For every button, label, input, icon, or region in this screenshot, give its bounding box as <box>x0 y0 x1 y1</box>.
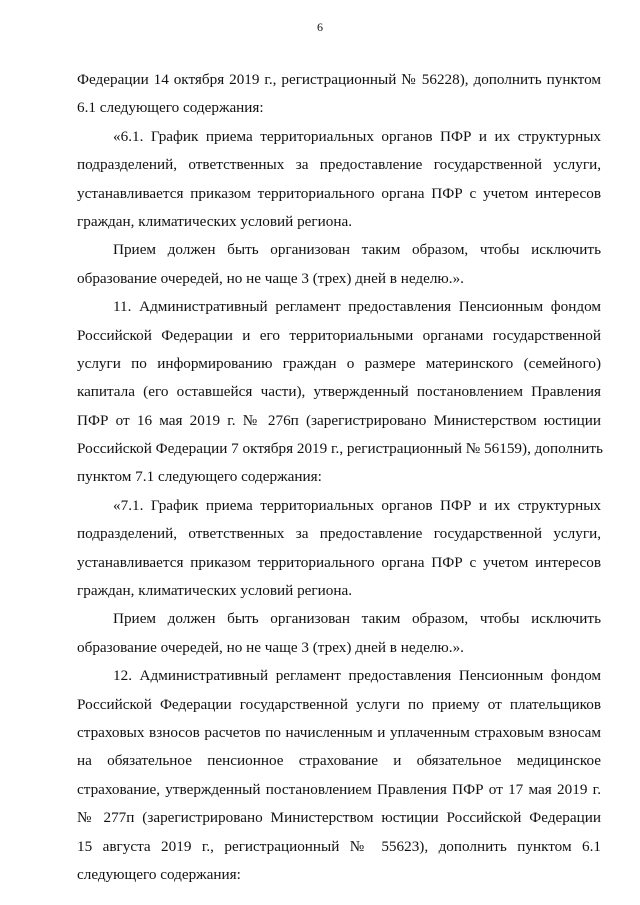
text-line: Российской Федерации государственной услуги по приему от плательщиков <box>77 695 601 713</box>
text-line: на обязательное пенсионное страхование и обязательное медицинское <box>77 752 601 770</box>
text-line: подразделений, ответственных за предоставление государственной услуги, <box>77 156 601 174</box>
text-line: 6.1 следующего содержания: <box>77 99 264 117</box>
text-line: № 277п (зарегистрировано Министерством юстиции Российской Федерации <box>77 809 601 827</box>
text-line: капитала (его оставшейся части), утвержденный постановлением Правления <box>77 383 601 401</box>
text-line: ПФР от 16 мая 2019 г. № 276п (зарегистрировано Министерством юстиции <box>77 411 601 429</box>
text-line: страховых взносов расчетов по начисленным и уплаченным страховым взносам <box>77 723 601 741</box>
page-number: 6 <box>317 20 323 34</box>
document-body <box>77 66 601 889</box>
text-line: Прием должен быть организован таким образом, чтобы исключить <box>113 241 601 259</box>
text-line: пунктом 7.1 следующего содержания: <box>77 468 322 486</box>
text-line: «6.1. График приема территориальных органов ПФР и их структурных <box>113 127 601 145</box>
text-line: Прием должен быть организован таким образом, чтобы исключить <box>113 610 601 628</box>
text-line: Федерации 14 октября 2019 г., регистрационный № 56228), дополнить пунктом <box>77 71 601 88</box>
text-line: устанавливается приказом территориального органа ПФР с учетом интересов <box>77 553 601 571</box>
text-line: 11. Административный регламент предоставления Пенсионным фондом <box>113 298 601 316</box>
text-line: Российской Федерации и его территориальными органами государственной <box>77 326 601 344</box>
text-line: граждан, климатических условий региона. <box>77 212 353 230</box>
text-line: образование очередей, но не чаще 3 (трех) дней в неделю.». <box>77 638 464 656</box>
text-line: услуги по информированию граждан о размере материнского (семейного) <box>77 354 601 372</box>
text-line: страхование, утвержденный постановлением Правления ПФР от 17 мая 2019 г. <box>77 780 601 798</box>
text-line: «7.1. График приема территориальных органов ПФР и их структурных <box>113 496 601 514</box>
text-line: устанавливается приказом территориального органа ПФР с учетом интересов <box>77 184 601 202</box>
text-line: подразделений, ответственных за предоставление государственной услуги, <box>77 525 601 543</box>
text-line: граждан, климатических условий региона. <box>77 582 353 600</box>
text-line: Российской Федерации 7 октября 2019 г., регистрационный № 56159), дополнить <box>77 440 603 458</box>
text-line: 15 августа 2019 г., регистрационный № 55623), дополнить пунктом 6.1 <box>77 837 601 855</box>
text-line: 12. Административный регламент предоставления Пенсионным фондом <box>113 667 601 685</box>
text-line: образование очередей, но не чаще 3 (трех) дней в неделю.». <box>77 269 464 287</box>
text-line: следующего содержания: <box>77 865 241 883</box>
